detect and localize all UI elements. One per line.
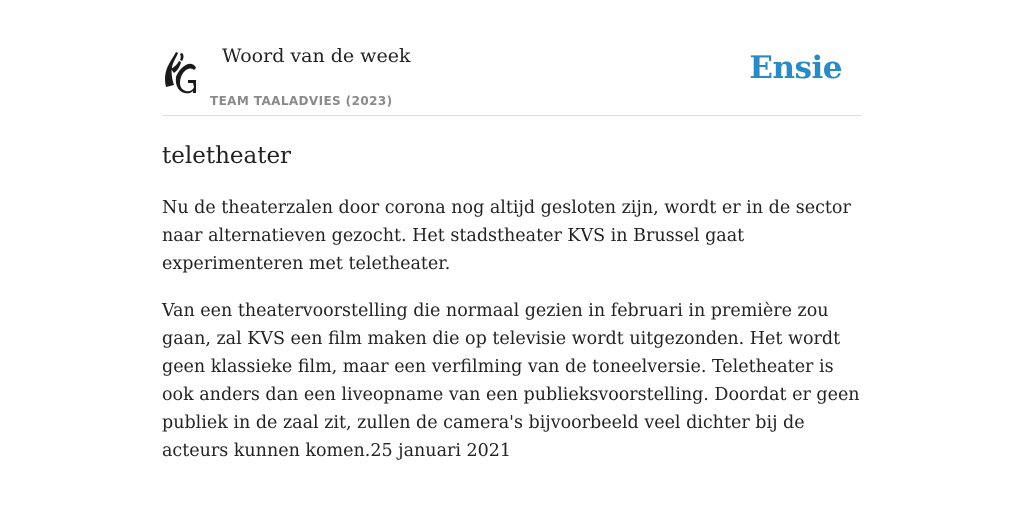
entry-title: teletheater xyxy=(162,143,292,169)
article-paragraph xyxy=(162,297,862,465)
author-byline: TEAM TAALADVIES (2023) xyxy=(210,94,393,108)
flemish-lion-logo-icon xyxy=(162,49,198,95)
article-paragraph-text: Van een theatervoorstelling die normaal gezien in februari in première zou gaan, zal KVS een film maken die op televisie wordt uitgezonden. Het wordt geen klassieke film, maar een verfilming van de toneelversie. Teletheater is ook anders dan een liveopname van een publieksvoorstelling. Doordat er geen publiek in de zaal zit, zullen de camera's bijvoorbeeld veel dichter bij de acteurs kunnen komen. xyxy=(162,301,860,461)
word-of-the-week-card xyxy=(162,40,862,465)
publication-date: 25 januari 2021 xyxy=(370,441,512,461)
card-header xyxy=(162,40,862,116)
section-kicker: Woord van de week xyxy=(222,45,411,67)
ensie-brand-link[interactable]: Ensie xyxy=(749,50,842,86)
article-paragraph: Nu de theaterzalen door corona nog altijd gesloten zijn, wordt er in de sector naar alternatieven gezocht. Het stadstheater KVS in Brussel gaat experimenteren met teletheater. xyxy=(162,198,851,274)
